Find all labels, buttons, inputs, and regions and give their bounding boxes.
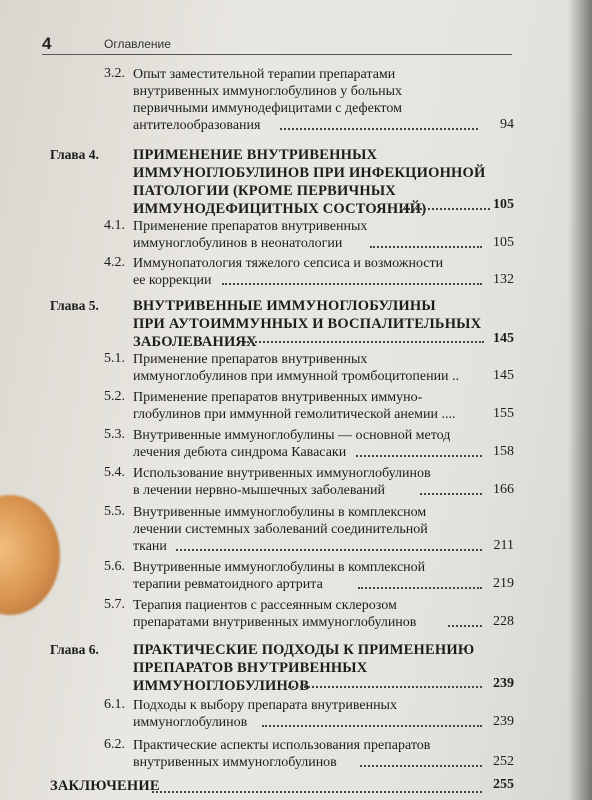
entry-line: препаратами внутривенных иммуноглобулинов <box>133 615 417 630</box>
page-ref: 228 <box>493 614 514 629</box>
entry-number: 5.5. <box>104 504 125 519</box>
entry-number: 3.2. <box>104 66 125 81</box>
dot-leader <box>262 724 482 727</box>
entry-number: 4.2. <box>104 255 125 270</box>
dot-leader <box>284 685 482 688</box>
entry-number: 5.1. <box>104 351 125 366</box>
entry-line: Терапия пациентов с рассеянным склерозом <box>133 598 397 613</box>
page-ref: 211 <box>493 538 514 553</box>
entry-line: в лечении нервно-мышечных заболеваний <box>133 483 386 498</box>
entry-line: Иммунопатология тяжелого сепсиса и возможности <box>133 256 444 271</box>
chapter-label: Глава 4. <box>50 147 99 162</box>
entry-line: Применение препаратов внутривенных <box>133 352 368 367</box>
dot-leader <box>280 127 478 130</box>
chapter-label: Глава 5. <box>50 298 99 313</box>
toc-entry-5-2[interactable] <box>133 389 455 423</box>
page-edge-shadow <box>568 0 592 800</box>
dot-leader <box>222 282 482 285</box>
entry-line: ЗАБОЛЕВАНИЯХ <box>133 334 257 350</box>
dot-leader <box>360 764 482 767</box>
page-ref: 252 <box>493 754 514 769</box>
entry-line: иммуноглобулинов <box>133 715 248 730</box>
entry-line: Применение препаратов внутривенных <box>133 219 368 234</box>
dot-leader <box>448 624 482 627</box>
entry-number: 6.1. <box>104 697 125 712</box>
page-ref: 166 <box>493 482 514 497</box>
dot-leader <box>400 207 490 210</box>
dot-leader <box>176 548 482 551</box>
page-ref: 219 <box>493 576 514 591</box>
entry-line: ткани <box>133 539 167 554</box>
entry-line: ПРИМЕНЕНИЕ ВНУТРИВЕННЫХ <box>133 147 378 163</box>
entry-line: ИММУНОГЛОБУЛИНОВ ПРИ ИНФЕКЦИОННОЙ <box>133 165 486 181</box>
dot-leader <box>358 586 482 589</box>
entry-number: 4.1. <box>104 218 125 233</box>
page-ref: 239 <box>493 714 514 729</box>
page-ref: 158 <box>493 444 514 459</box>
dot-leader <box>356 454 482 457</box>
entry-line: Внутривенные иммуноглобулины в комплексной <box>133 560 426 575</box>
entry-line: ПРИ АУТОИММУННЫХ И ВОСПАЛИТЕЛЬНЫХ <box>133 316 482 332</box>
dot-leader <box>152 790 482 793</box>
entry-line: ИММУНОДЕФИЦИТНЫХ СОСТОЯНИЙ) <box>133 201 427 217</box>
entry-line: лечения дебюта синдрома Кавасаки <box>133 445 347 460</box>
page-ref: 145 <box>493 368 514 383</box>
entry-number: 5.6. <box>104 559 125 574</box>
toc-entry-3-2[interactable] <box>133 66 402 134</box>
dot-leader <box>370 245 482 248</box>
entry-line: глобулинов при иммунной гемолитической анемии .... <box>133 407 456 422</box>
page-ref: 255 <box>493 777 514 792</box>
page-ref: 105 <box>493 197 514 212</box>
entry-line: антителообразования <box>133 118 261 133</box>
dot-leader <box>244 340 484 343</box>
running-title: Оглавление <box>104 37 171 51</box>
entry-line: ПРАКТИЧЕСКИЕ ПОДХОДЫ К ПРИМЕНЕНИЮ <box>133 642 475 658</box>
entry-line: ЗАКЛЮЧЕНИЕ <box>50 778 160 794</box>
page-ref: 239 <box>493 676 514 691</box>
entry-line: иммуноглобулинов в неонатологии <box>133 236 343 251</box>
entry-line: ПАТОЛОГИИ (КРОМЕ ПЕРВИЧНЫХ <box>133 183 396 199</box>
entry-line: ПРЕПАРАТОВ ВНУТРИВЕННЫХ <box>133 660 368 676</box>
toc-conclusion[interactable] <box>50 777 160 795</box>
entry-number: 5.4. <box>104 465 125 480</box>
entry-number: 5.7. <box>104 597 125 612</box>
entry-line: Внутривенные иммуноглобулины — основной метод <box>133 428 451 443</box>
toc-entry-4-1[interactable] <box>133 218 367 252</box>
page-ref: 145 <box>493 331 514 346</box>
entry-line: Внутривенные иммуноглобулины в комплексном <box>133 505 427 520</box>
entry-line: Подходы к выбору препарата внутривенных <box>133 698 397 713</box>
page-ref: 105 <box>493 235 514 250</box>
entry-line: Использование внутривенных иммуноглобулинов <box>133 466 431 481</box>
page-ref: 132 <box>493 272 514 287</box>
page-ref: 94 <box>500 117 514 132</box>
entry-line: ВНУТРИВЕННЫЕ ИММУНОГЛОБУЛИНЫ <box>133 298 436 314</box>
entry-number: 5.2. <box>104 389 125 404</box>
entry-line: ИММУНОГЛОБУЛИНОВ <box>133 678 310 694</box>
entry-line: иммуноглобулинов при иммунной тромбоцитопении .. <box>133 369 460 384</box>
page-ref: 155 <box>493 406 514 421</box>
entry-number: 6.2. <box>104 737 125 752</box>
entry-line: ее коррекции <box>133 273 212 288</box>
entry-line: первичными иммунодефицитами с дефектом <box>133 101 402 116</box>
entry-line: Опыт заместительной терапии препаратами <box>133 67 396 82</box>
entry-line: внутривенных иммуноглобулинов у больных <box>133 84 403 99</box>
chapter-label: Глава 6. <box>50 642 99 657</box>
entry-line: Применение препаратов внутривенных иммуно- <box>133 390 423 405</box>
toc-entry-5-4[interactable] <box>133 465 431 499</box>
dot-leader <box>420 492 482 495</box>
entry-line: Практические аспекты использования препаратов <box>133 738 431 753</box>
toc-entry-5-7[interactable] <box>133 597 416 631</box>
entry-line: лечении системных заболеваний соединительной <box>133 522 428 537</box>
entry-line: внутривенных иммуноглобулинов <box>133 755 337 770</box>
entry-line: терапии ревматоидного артрита <box>133 577 323 592</box>
page-number: 4 <box>42 34 52 53</box>
entry-number: 5.3. <box>104 427 125 442</box>
toc-entry-5-1[interactable] <box>133 351 459 385</box>
